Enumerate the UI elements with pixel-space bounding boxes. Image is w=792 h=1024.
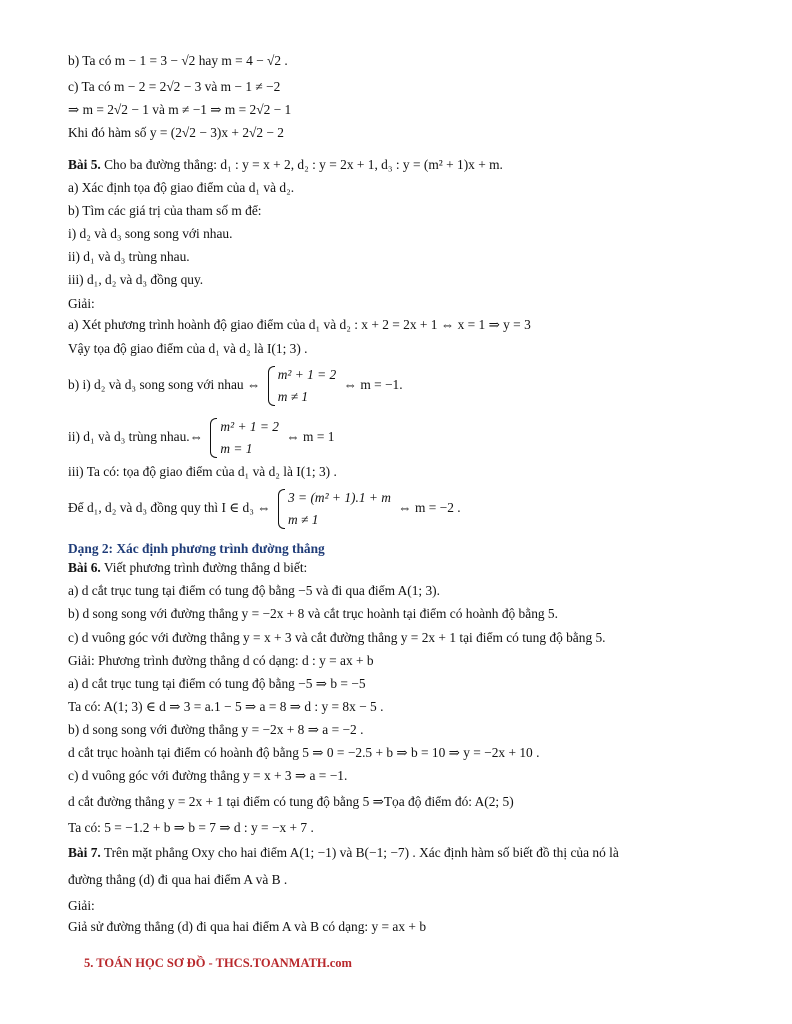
text-line: Ta có: 5 = −1.2 + b ⇒ b = 7 ⇒ d : y = −x + 7 . [68, 820, 314, 835]
text-line: a) Xác định tọa độ giao điểm của d₁ và d₂. [68, 180, 295, 195]
system-row: m² + 1 = 2 [277, 367, 337, 382]
text-line: c) d vuông góc với đường thẳng y = x + 3 ⇒ a = −1. [68, 768, 348, 783]
equation-line [68, 416, 334, 460]
text-line: ⇒ m = 2√2 − 1 và m ≠ −1 ⇒ m = 2√2 − 1 [68, 102, 292, 117]
text-line: b) d song song với đường thẳng y = −2x + 8 và cắt trục hoành tại điểm có hoành độ bằng 5. [68, 606, 558, 621]
text-line: d cắt trục hoành tại điểm có hoành độ bằng 5 ⇒ 0 = −2.5 + b ⇒ b = 10 ⇒ y = −2x + 10 . [68, 745, 540, 760]
text-line: Giải: Phương trình đường thẳng d có dạng: d : y = ax + b [68, 653, 374, 668]
footer-link[interactable]: . TOÁN HỌC SƠ ĐỒ - THCS.TOANMATH.com [90, 956, 352, 970]
exercise-label: Bài 7. [68, 845, 101, 860]
text-line: iii) Ta có: tọa độ giao điểm của d₁ và d₂ là I(1; 3) . [68, 464, 337, 479]
text-line: b) d song song với đường thẳng y = −2x + 8 ⇒ a = −2 . [68, 722, 364, 737]
text-line: a) Xét phương trình hoành độ giao điểm của d₁ và d₂ : x + 2 = 2x + 1 ⇔ x = 1 ⇒ y = 3 [68, 317, 531, 332]
exercise-text: Cho ba đường thẳng: d₁ : y = x + 2, d₂ : y = 2x + 1, d₃ : y = (m² + 1)x + m. [100, 157, 503, 172]
exercise-label: Bài 6. [68, 560, 101, 575]
system-row: m = 1 [220, 441, 253, 456]
text-line: iii) d₁, d₂ và d₃ đồng quy. [68, 272, 204, 287]
exercise-label: Bài 5. [68, 157, 101, 172]
text-line: c) d vuông góc với đường thẳng y = x + 3 và cắt đường thẳng y = 2x + 1 tại điểm có tung độ bằng 5. [68, 630, 606, 645]
text-line: Giải: [68, 296, 95, 311]
exercise-6-statement [68, 559, 307, 577]
page-footer [84, 956, 352, 971]
equation-line [68, 487, 461, 531]
exercise-text: Trên mặt phẳng Oxy cho hai điểm A(1; −1) và B(−1; −7) . Xác định hàm số biết đồ thị của nó là [100, 845, 619, 860]
equation-result: ⇔ m = −2 . [398, 500, 461, 516]
text-line: c) Ta có m − 2 = 2√2 − 3 và m − 1 ≠ −2 [68, 79, 281, 94]
equation-prefix: b) i) d₂ và d₃ song song với nhau ⇔ [68, 377, 261, 393]
text-line: Giả sử đường thẳng (d) đi qua hai điểm A và B có dạng: y = ax + b [68, 919, 427, 934]
text-line: a) d cắt trục tung tại điểm có tung độ bằng −5 và đi qua điểm A(1; 3). [68, 583, 440, 598]
text-line: b) Ta có m − 1 = 3 − √2 hay m = 4 − √2 . [68, 53, 288, 68]
text-line: Giải: [68, 898, 95, 913]
text-line: b) Tìm các giá trị của tham số m để: [68, 203, 262, 218]
equation-line [68, 364, 403, 408]
text-line: Vậy tọa độ giao điểm của d₁ và d₂ là I(1; 3) . [68, 341, 308, 356]
equation-result: ⇔ m = 1 [286, 429, 335, 445]
text-line: a) d cắt trục tung tại điểm có tung độ bằng −5 ⇒ b = −5 [68, 676, 366, 691]
equation-result: ⇔ m = −1. [343, 377, 403, 393]
equation-system [210, 416, 279, 460]
equation-prefix: Để d₁, d₂ và d₃ đồng quy thì I ∈ d₃ ⇔ [68, 500, 271, 516]
page-number: 5 [84, 956, 91, 970]
text-line: i) d₂ và d₃ song song với nhau. [68, 226, 233, 241]
section-heading: Dạng 2: Xác định phương trình đường thẳng [68, 541, 325, 556]
text-line: d cắt đường thẳng y = 2x + 1 tại điểm có tung độ bằng 5 ⇒Tọa độ điểm đó: A(2; 5) [68, 794, 514, 809]
equation-prefix: ii) d₁ và d₃ trùng nhau.⇔ [68, 429, 204, 445]
text-line: đường thẳng (d) đi qua hai điểm A và B . [68, 872, 288, 887]
system-row: m² + 1 = 2 [220, 419, 279, 434]
exercise-text: Viết phương trình đường thẳng d biết: [100, 560, 308, 575]
equation-system [278, 487, 391, 531]
equation-system [268, 364, 337, 408]
system-row: m ≠ 1 [277, 389, 309, 404]
exercise-7-statement [68, 844, 619, 862]
system-row: 3 = (m² + 1).1 + m [288, 490, 391, 505]
exercise-5-statement [68, 156, 503, 174]
text-line: ii) d₁ và d₃ trùng nhau. [68, 249, 190, 264]
text-line: Ta có: A(1; 3) ∈ d ⇒ 3 = a.1 − 5 ⇒ a = 8 ⇒ d : y = 8x − 5 . [68, 699, 384, 714]
text-line: Khi đó hàm số y = (2√2 − 3)x + 2√2 − 2 [68, 125, 284, 140]
system-row: m ≠ 1 [288, 512, 319, 527]
